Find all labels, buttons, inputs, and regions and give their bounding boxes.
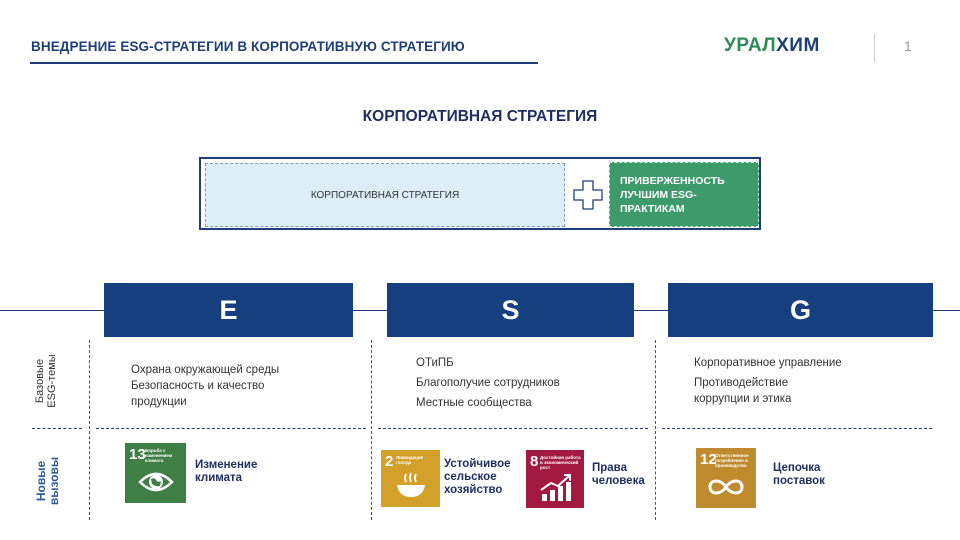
sdg-number: 2 xyxy=(385,453,394,470)
row-label-new-line: Новые xyxy=(34,460,48,502)
infinity-icon xyxy=(706,476,746,498)
page-number: 1 xyxy=(904,38,912,54)
s-challenge-1-label xyxy=(444,458,510,497)
pillar-e-header: E xyxy=(104,283,353,337)
s-topic: Местные сообщества xyxy=(416,397,532,409)
s-topic-list xyxy=(416,355,560,411)
row-label-new-line: вызовы xyxy=(47,456,61,506)
s-challenge-line: сельское xyxy=(444,471,497,483)
e-topic: продукции xyxy=(131,396,187,408)
esg-commitment-box: ПРИВЕРЖЕННОСТЬ ЛУЧШИМ ESG-ПРАКТИКАМ xyxy=(609,162,759,227)
s-challenge-line: Устойчивое xyxy=(444,458,511,470)
g-challenge-line: поставок xyxy=(773,475,825,487)
corporate-strategy-heading: КОРПОРАТИВНАЯ СТРАТЕГИЯ xyxy=(362,108,598,125)
e-topic: Охрана окружающей среды xyxy=(131,364,280,376)
row-label-base-line: ESG-темы xyxy=(46,354,58,408)
pillar-g-header: G xyxy=(668,283,933,337)
plus-icon xyxy=(572,179,604,211)
sdg-number: 12 xyxy=(700,451,717,468)
g-challenge-line: Цепочка xyxy=(773,462,821,474)
e-topic-list xyxy=(131,362,279,410)
column-divider xyxy=(371,340,372,520)
sdg-12-tile xyxy=(696,448,756,508)
sdg-number: 8 xyxy=(530,453,539,470)
sdg-number: 13 xyxy=(129,446,146,463)
s-topic: Благополучие сотрудников xyxy=(416,377,560,389)
sdg-caption: Ликвидация голода xyxy=(396,455,424,465)
s-challenge-line: хозяйство xyxy=(444,484,503,496)
climate-eye-icon xyxy=(138,469,174,495)
slide-title: ВНЕДРЕНИЕ ESG-СТРАТЕГИИ В КОРПОРАТИВНУЮ СТРАТЕГИЮ xyxy=(31,39,465,54)
row-divider xyxy=(96,428,366,429)
sdg-13-tile xyxy=(125,443,186,503)
sdg-caption: Достойная работа и экономический рост xyxy=(540,455,581,470)
logo-part-khim: ХИМ xyxy=(776,35,820,56)
s-challenge-line: человека xyxy=(592,475,645,487)
e-challenge-line: климата xyxy=(195,472,243,484)
row-divider xyxy=(662,428,932,429)
row-divider xyxy=(32,428,82,429)
column-divider xyxy=(89,340,90,520)
company-logo xyxy=(724,35,820,57)
row-divider xyxy=(378,428,648,429)
g-topic-list xyxy=(694,355,842,407)
row-label-base-esg-topics xyxy=(34,346,64,416)
e-topic: Безопасность и качество xyxy=(131,380,265,392)
sdg-8-tile xyxy=(526,450,584,508)
bowl-icon xyxy=(395,472,427,500)
logo-part-ural: УРАЛ xyxy=(724,35,777,56)
sdg-caption: Ответственное потребление и производство xyxy=(715,453,749,468)
header-divider xyxy=(874,34,875,62)
g-topic: коррупции и этика xyxy=(694,393,792,405)
s-challenge-2-label xyxy=(592,462,645,488)
row-label-new-challenges xyxy=(35,451,65,511)
row-label-base-line: Базовые xyxy=(34,358,46,404)
sdg-2-tile xyxy=(381,450,440,507)
e-challenge-label xyxy=(195,459,257,485)
column-divider xyxy=(655,340,656,520)
pillar-s-header: S xyxy=(387,283,634,337)
sdg-caption: Борьба с изменением климата xyxy=(145,448,173,463)
g-challenge-label xyxy=(773,462,825,488)
corporate-strategy-box: КОРПОРАТИВНАЯ СТРАТЕГИЯ xyxy=(205,163,565,227)
title-underline xyxy=(30,62,538,64)
g-topic: Корпоративное управление xyxy=(694,357,842,369)
s-challenge-line: Права xyxy=(592,462,627,474)
e-challenge-line: Изменение xyxy=(195,459,258,471)
s-topic: ОТиПБ xyxy=(416,357,454,369)
g-topic: Противодействие xyxy=(694,377,789,389)
growth-chart-icon xyxy=(539,474,573,502)
